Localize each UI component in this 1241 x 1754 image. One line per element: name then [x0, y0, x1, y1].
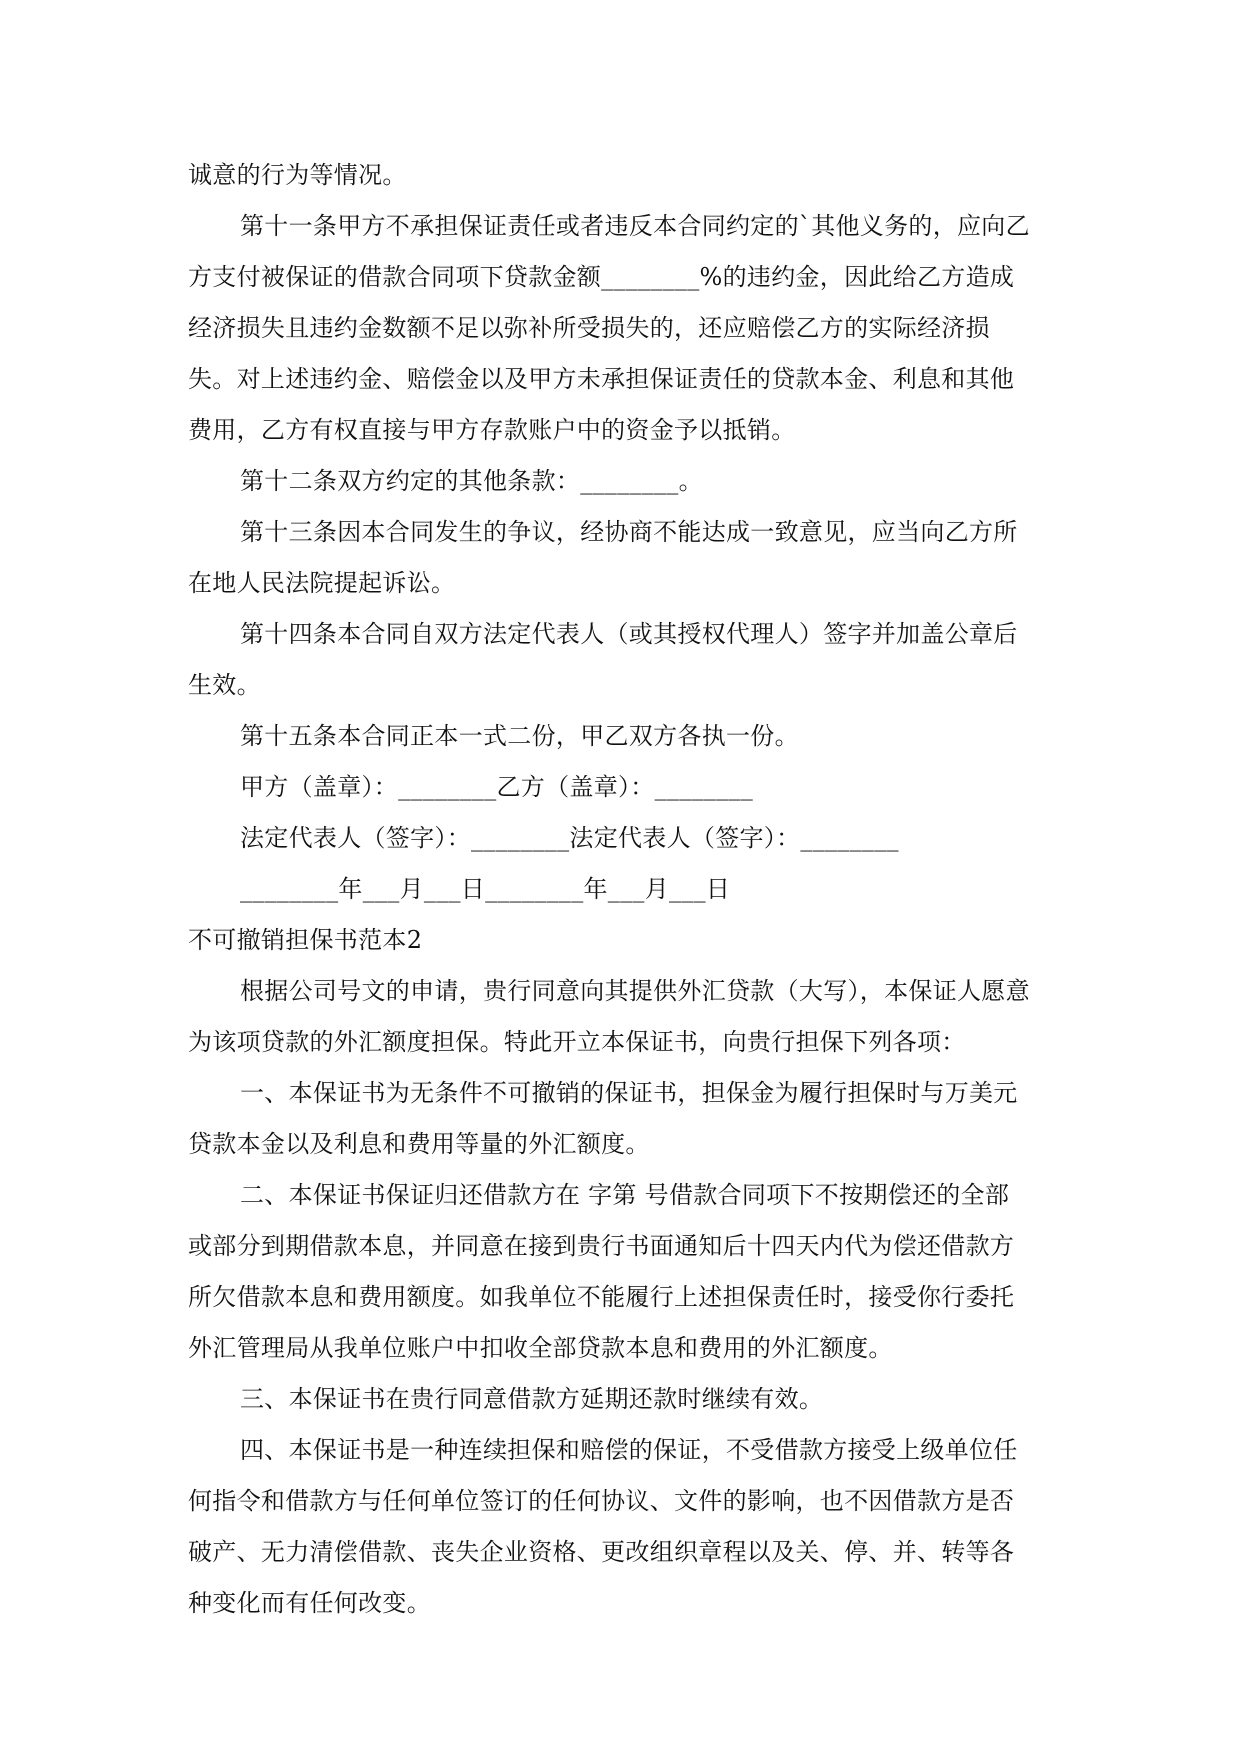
signature-line: 甲方（盖章）：________乙方（盖章）：________ — [240, 773, 753, 801]
text-line: 费用，乙方有权直接与甲方存款账户中的资金予以抵销。 — [188, 416, 796, 444]
text-line: 所欠借款本息和费用额度。如我单位不能履行上述担保责任时，接受你行委托 — [188, 1283, 1015, 1311]
text-line: 根据公司号文的申请，贵行同意向其提供外汇贷款（大写），本保证人愿意 — [240, 977, 1030, 1005]
date-line: ________年___月___日________年___月___日 — [240, 875, 731, 903]
text-line: 经济损失且违约金数额不足以弥补所受损失的，还应赔偿乙方的实际经济损 — [188, 314, 990, 342]
text-line: 外汇管理局从我单位账户中扣收全部贷款本息和费用的外汇额度。 — [188, 1334, 893, 1362]
text-line: 第十二条双方约定的其他条款：________。 — [240, 467, 703, 495]
text-line: 第十四条本合同自双方法定代表人（或其授权代理人）签字并加盖公章后 — [240, 620, 1018, 648]
text-line: 何指令和借款方与任何单位签订的任何协议、文件的影响，也不因借款方是否 — [188, 1487, 1015, 1515]
text-line: 三、本保证书在贵行同意借款方延期还款时继续有效。 — [240, 1385, 824, 1413]
section-title: 不可撤销担保书范本2 — [188, 926, 423, 954]
text-line: 种变化而有任何改变。 — [188, 1589, 431, 1617]
text-line: 破产、无力清偿借款、丧失企业资格、更改组织章程以及关、停、并、转等各 — [188, 1538, 1015, 1566]
text-line: 或部分到期借款本息，并同意在接到贵行书面通知后十四天内代为偿还借款方 — [188, 1232, 1015, 1260]
text-line: 诚意的行为等情况。 — [188, 161, 407, 189]
text-line: 失。对上述违约金、赔偿金以及甲方未承担保证责任的贷款本金、利息和其他 — [188, 365, 1015, 393]
text-line: 生效。 — [188, 671, 261, 699]
text-line: 一、本保证书为无条件不可撤销的保证书，担保金为履行担保时与万美元 — [240, 1079, 1018, 1107]
text-line: 第十五条本合同正本一式二份，甲乙双方各执一份。 — [240, 722, 799, 750]
text-line: 为该项贷款的外汇额度担保。特此开立本保证书，向贵行担保下列各项： — [188, 1028, 966, 1056]
text-line: 第十三条因本合同发生的争议，经协商不能达成一致意见，应当向乙方所 — [240, 518, 1018, 546]
text-line: 四、本保证书是一种连续担保和赔偿的保证，不受借款方接受上级单位任 — [240, 1436, 1018, 1464]
text-line: 方支付被保证的借款合同项下贷款金额________%的违约金，因此给乙方造成 — [188, 263, 1015, 291]
text-line: 第十一条甲方不承担保证责任或者违反本合同约定的`其他义务的，应向乙 — [240, 212, 1030, 240]
text-line: 在地人民法院提起诉讼。 — [188, 569, 456, 597]
signature-line: 法定代表人（签字）：________法定代表人（签字）：________ — [240, 824, 899, 852]
text-line: 贷款本金以及利息和费用等量的外汇额度。 — [188, 1130, 650, 1158]
text-line: 二、本保证书保证归还借款方在 字第 号借款合同项下不按期偿还的全部 — [240, 1181, 1010, 1209]
